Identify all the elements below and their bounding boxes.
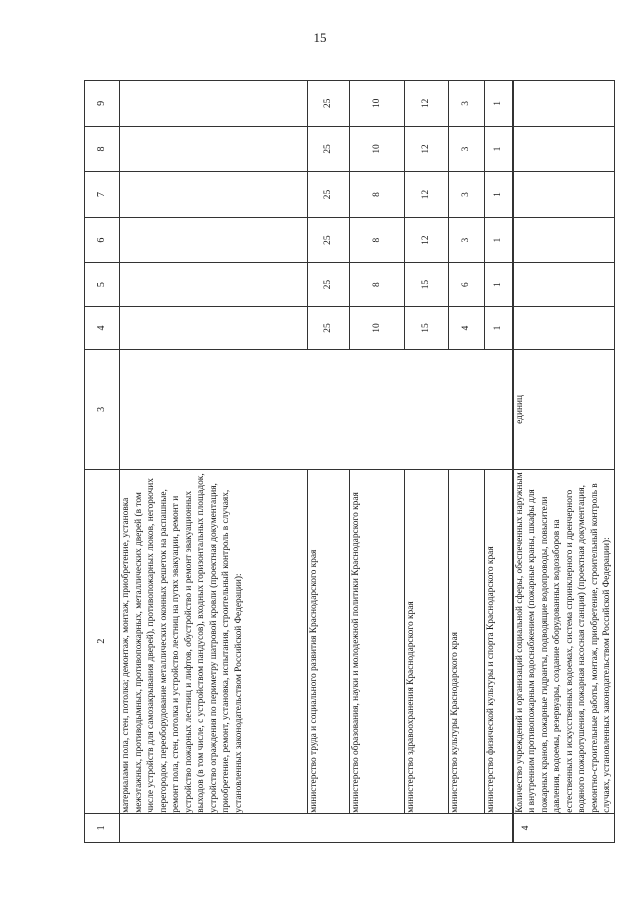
value-cell: 25 [308,263,350,306]
header-row [85,81,120,843]
value-cell: 12 [405,81,449,127]
value-cell: 3 [449,126,485,172]
value-cell: 15 [405,263,449,306]
header-col-5: 5 [85,263,120,306]
cell-empty [513,306,615,349]
rotated-table-container [84,80,612,843]
row-name: министерство труда и социального развития Краснодарского края [308,469,350,813]
row-name: министерство здравоохранения Краснодарского края [405,469,449,813]
item-number: 4 [513,813,615,842]
cell-empty [513,172,615,218]
value-cell: 12 [405,172,449,218]
cell-empty [513,126,615,172]
page-number: 15 [313,30,327,45]
cell-empty [120,263,308,306]
value-cell: 15 [405,306,449,349]
value-cell: 25 [308,81,350,127]
continuation-text: материалами пола, стен, потолка; демонтаж, монтаж, приобретение, установка межэтажных, противодымных, противопожарных, металлических дверей (в том числе устройств для самозакрывания дверей), противопожарных люков, негорючих перегородок, переоборудование металлических оконных решеток на распашные, ремонт пола, стен, потолка и устройство лестниц на путях эвакуации, ремонт и устройство пожарных лестниц и лифтов, обустройство и ремонт эвакуационных выходов (в том числе, с устройством пандусов), входных горизонтальных площадок, устройство ограждения по периметру шатровой кровли (проектная документация, приобретение, ремонт, установка, испытания, строительный контроль в случаях, установленных законодательством Российской Федерации): [120,469,308,813]
value-cell: 1 [485,172,513,218]
value-cell: 1 [485,126,513,172]
value-cell: 12 [405,217,449,263]
indicators-table [84,80,615,843]
cell-empty [513,217,615,263]
value-cell: 10 [350,126,405,172]
value-cell: 25 [308,306,350,349]
cell-empty [513,263,615,306]
cell-empty [120,172,308,218]
value-cell: 8 [350,172,405,218]
value-cell: 3 [449,81,485,127]
value-cell: 3 [449,217,485,263]
item-4-row [513,81,615,843]
value-cell: 12 [405,126,449,172]
cell-empty [120,81,308,127]
value-cell: 4 [449,306,485,349]
header-col-1: 1 [85,813,120,842]
value-cell: 1 [485,217,513,263]
item-4-unit: единиц [513,350,615,469]
value-cell: 6 [449,263,485,306]
header-col-7: 7 [85,172,120,218]
cell-empty [513,81,615,127]
value-cell: 25 [308,172,350,218]
value-cell: 1 [485,263,513,306]
cell-empty [120,306,308,349]
header-col-4: 4 [85,306,120,349]
value-cell: 10 [350,81,405,127]
header-col-9: 9 [85,81,120,127]
value-cell: 1 [485,306,513,349]
value-cell: 8 [350,263,405,306]
cell-empty [120,126,308,172]
continuation-row [120,81,308,843]
item-4-text: Количество учреждений и организаций социальной сферы, обеспеченных наружным и внутренним противопожарным водоснабжением (пожарные краны, шкафы для пожарных кранов, пожарные гидранты, подводящие водопроводы, повысители давления, водоемы, резервуары, создание оборудованных водозаборов на естественных и искусственных водоемах, система спринклерного и дренчерного водяного пожаротушения, пожарная насосная станция) (проектная документация, ремонтно-строительные работы, монтаж, приобретение, строительный контроль в случаях, установленных законодательством Российской Федерации): [513,469,615,813]
value-cell: 10 [350,306,405,349]
value-cell: 25 [308,217,350,263]
header-col-2: 2 [85,469,120,813]
row-name: министерство культуры Краснодарского края [449,469,485,813]
value-cell: 1 [485,81,513,127]
item-number-cell-empty [120,813,513,842]
header-col-8: 8 [85,126,120,172]
unit-cell-empty [120,350,513,469]
value-cell: 25 [308,126,350,172]
cell-empty [120,217,308,263]
header-col-3: 3 [85,350,120,469]
row-name: министерство физической культуры и спорта Краснодарского края [485,469,513,813]
value-cell: 8 [350,217,405,263]
header-col-6: 6 [85,217,120,263]
row-name: министерство образования, науки и молодежной политики Краснодарского края [350,469,405,813]
value-cell: 3 [449,172,485,218]
